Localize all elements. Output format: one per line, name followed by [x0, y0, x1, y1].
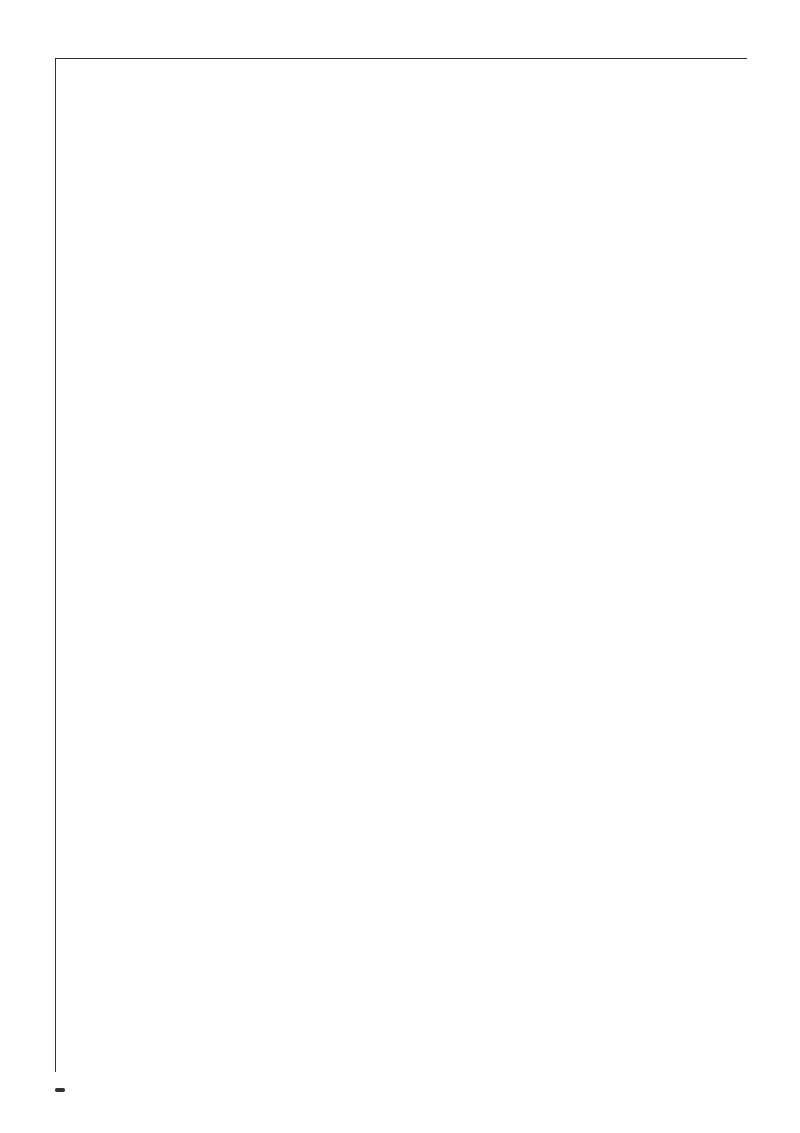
vocab-table	[55, 58, 747, 1072]
page-number	[55, 1088, 65, 1092]
